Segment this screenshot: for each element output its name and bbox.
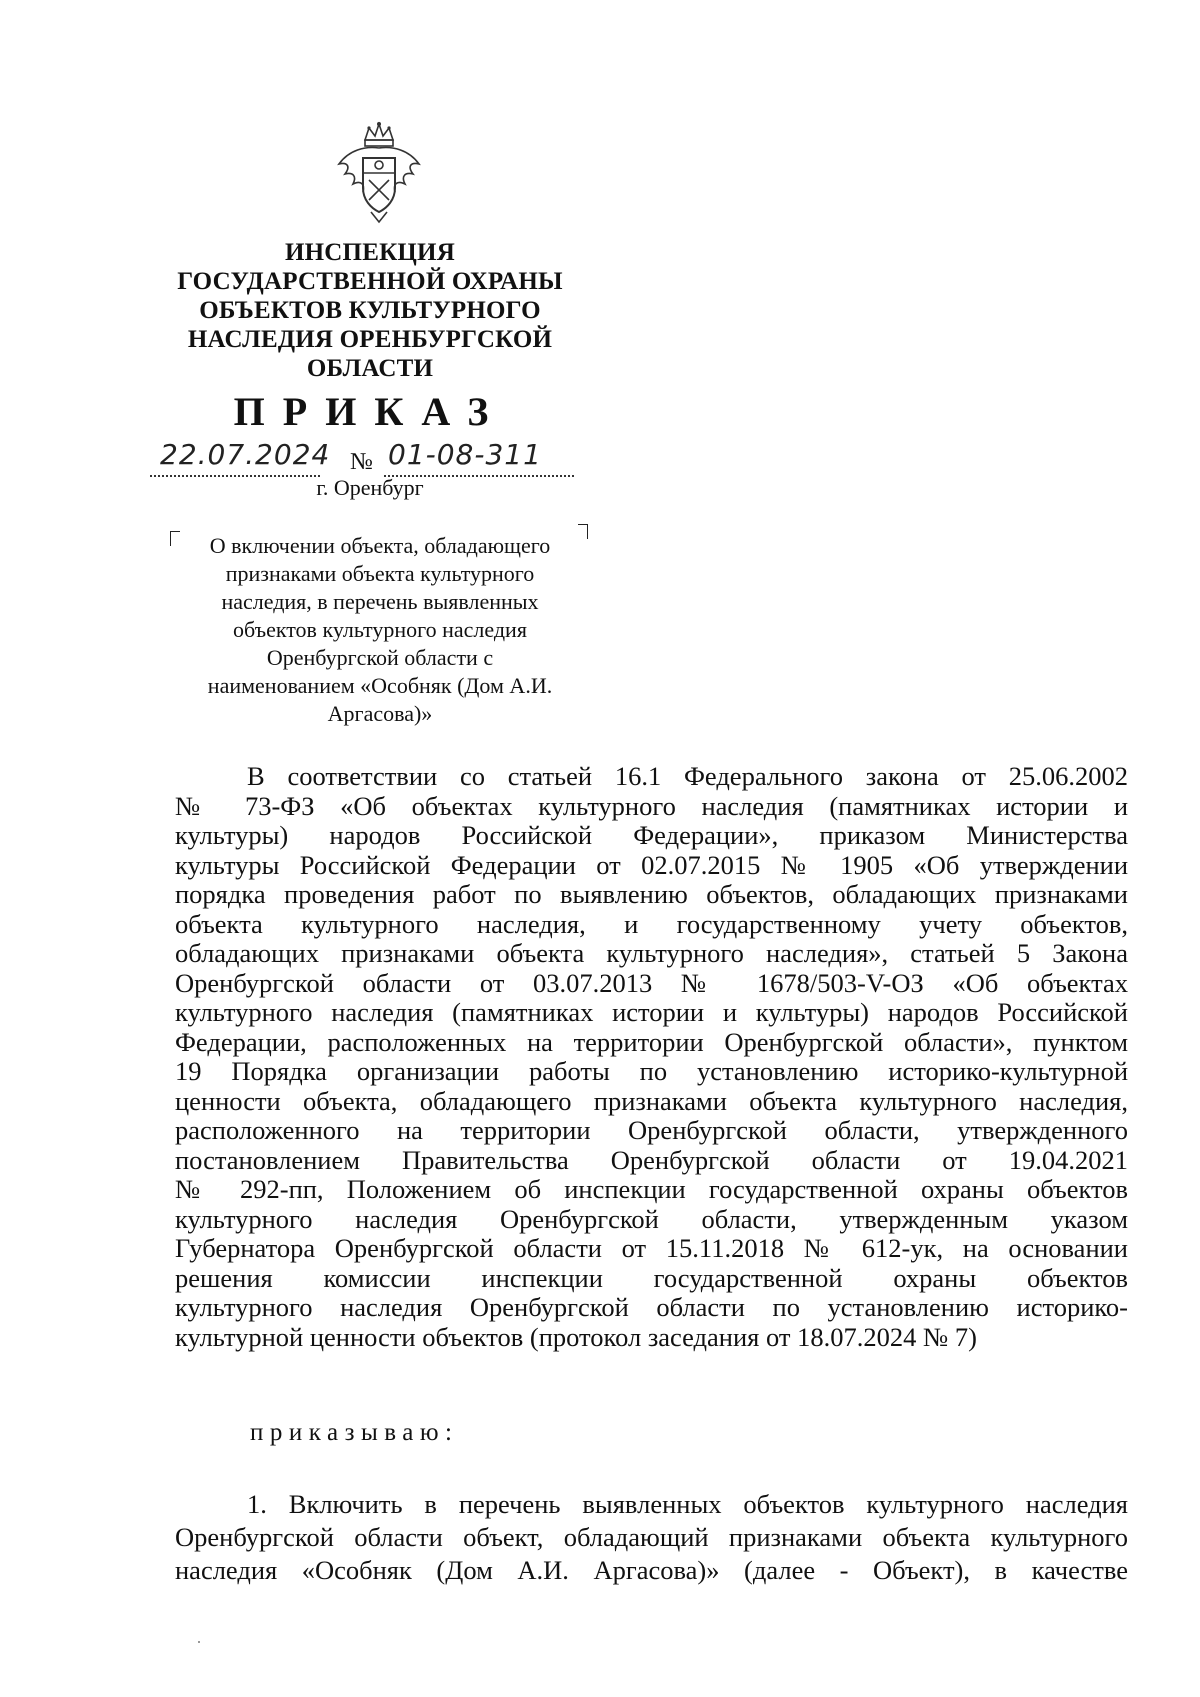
body-line: № 292-пп, Положением об инспекции государственной охраны объектов [175, 1174, 1128, 1204]
subject-line: О включении объекта, обладающего [209, 533, 551, 558]
preamble-paragraph [175, 762, 1128, 1352]
body-line: Губернатора Оренбургской области от 15.11.2018 № 612-ук, на основании [175, 1233, 1128, 1263]
body-line: культуры Российской Федерации от 02.07.2015 № 1905 «Об утверждении [175, 849, 1128, 880]
body-line: постановлением Правительства Оренбургской области от 19.04.2021 [175, 1144, 1128, 1175]
org-line: ОБЛАСТИ [306, 355, 434, 382]
org-line: НАСЛЕДИЯ ОРЕНБУРГСКОЙ [187, 326, 553, 353]
body-line: культурного наследия Оренбургской области по установлению историко- [175, 1292, 1128, 1322]
subject-line: Оренбургской области с [266, 645, 494, 670]
subject-line: наименованием «Особняк (Дом А.И. [207, 673, 553, 698]
body-line: Федерации, расположенных на территории Оренбургской области», пунктом [175, 1026, 1128, 1057]
subject-corner-left [170, 531, 180, 546]
order-date: 22.07.2024 [160, 438, 331, 471]
body-line: расположенного на территории Оренбургской области, утвержденного [175, 1115, 1128, 1145]
body-line: № 73-ФЗ «Об объектах культурного наследия (памятниках истории и [175, 790, 1128, 821]
body-line: культурной ценности объектов (протокол заседания от 18.07.2024 № 7) [175, 1321, 977, 1352]
body-line: культурного наследия (памятниках истории и культуры) народов Российской [175, 997, 1128, 1027]
order-title: ПРИКАЗ [233, 389, 507, 434]
item-line: наследия «Особняк (Дом А.И. Аргасова)» (далее - Объект), в качестве [175, 1555, 1128, 1585]
body-line: обладающих признаками объекта культурного наследия», статьей 5 Закона [175, 938, 1128, 968]
subject-line: Аргасова)» [327, 701, 433, 726]
order-number-label: № [350, 449, 373, 475]
org-line: ОБЪЕКТОВ КУЛЬТУРНОГО [199, 297, 541, 324]
scan-speck [198, 1641, 200, 1643]
subject-line: наследия, в перечень выявленных [221, 589, 539, 614]
order-item-1 [175, 1488, 1128, 1587]
coat-of-arms-icon [325, 118, 433, 226]
body-line: культурного наследия Оренбургской области, утвержденным указом [175, 1203, 1128, 1234]
body-line: решения комиссии инспекции государственной охраны объектов [175, 1262, 1128, 1293]
subject-line: признаками объекта культурного [225, 561, 535, 586]
item-line: 1. Включить в перечень выявленных объектов культурного наследия [247, 1489, 1128, 1519]
subject-line: объектов культурного наследия [233, 617, 527, 642]
body-line: 19 Порядка организации работы по установлению историко-культурной [175, 1056, 1128, 1086]
body-line: ценности объекта, обладающего признаками объекта культурного наследия, [175, 1085, 1128, 1116]
org-line: ИНСПЕКЦИЯ [285, 239, 455, 266]
body-line: В соответствии со статьей 16.1 Федерального закона от 25.06.2002 [247, 761, 1128, 791]
order-subject [180, 532, 580, 728]
order-number: 01-08-311 [388, 438, 542, 471]
command-word: приказываю: [250, 1419, 459, 1446]
organization-name [160, 238, 580, 383]
city: г. Оренбург [316, 475, 424, 500]
body-line: объекта культурного наследия, и государственному учету объектов, [175, 908, 1128, 939]
item-line: Оренбургской области объект, обладающий признаками объекта культурного [175, 1522, 1128, 1552]
org-line: ГОСУДАРСТВЕННОЙ ОХРАНЫ [177, 268, 563, 295]
body-line: порядка проведения работ по выявлению объектов, обладающих признаками [175, 879, 1128, 909]
body-line: культуры) народов Российской Федерации», приказом Министерства [175, 820, 1128, 850]
body-line: Оренбургской области от 03.07.2013 № 1678/503-V-ОЗ «Об объектах [175, 967, 1128, 998]
